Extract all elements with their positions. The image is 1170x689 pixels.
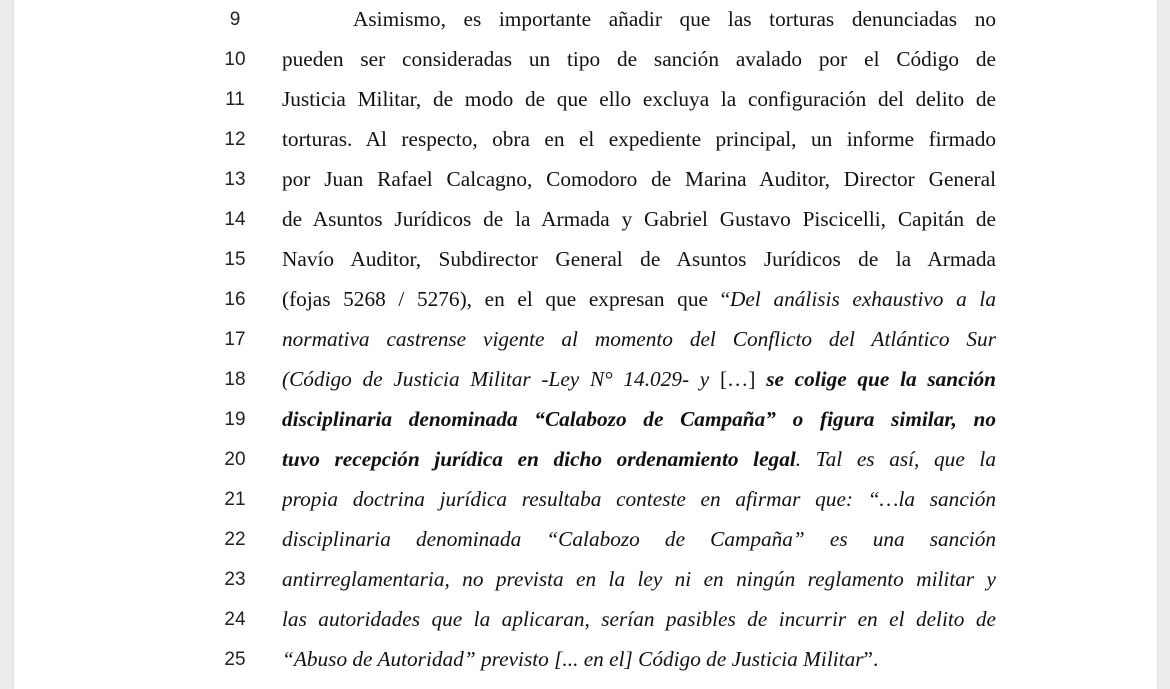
document-line [14,280,1157,320]
line-number: 13 [224,169,246,190]
text-segment: tuvo recepción jurídica en dicho ordenamiento legal [282,447,796,471]
line-text [282,164,996,194]
document-line [14,120,1157,160]
text-segment: “Abuso de Autoridad” previsto [... en el] Código de Justicia Militar [282,647,864,671]
line-number: 12 [224,129,246,150]
line-number: 14 [224,209,246,230]
line-number: 20 [224,449,246,470]
document-line [14,0,1157,40]
document-line [14,200,1157,240]
line-text [282,404,996,434]
line-text [282,484,996,514]
line-text [282,84,996,114]
document-page [14,0,1157,689]
text-segment: disciplinaria denominada “Calabozo de Campaña” o figura similar, no [282,407,996,431]
line-number: 15 [224,249,246,270]
text-segment: Asimismo, es importante añadir que las torturas denunciadas no [353,7,996,31]
document-line [14,160,1157,200]
line-number: 10 [224,49,246,70]
document-line [14,600,1157,640]
line-text [353,4,996,34]
line-text [282,124,996,154]
document-line [14,440,1157,480]
document-line [14,80,1157,120]
text-segment: antirreglamentaria, no prevista en la ley ni en ningún reglamento militar y [282,567,996,591]
line-text [282,364,996,394]
line-text [282,44,996,74]
line-text [282,564,996,594]
line-number: 21 [224,489,246,510]
line-number: 17 [224,329,246,350]
document-line [14,240,1157,280]
line-text [282,204,996,234]
line-number: 18 [224,369,246,390]
text-segment: disciplinaria denominada “Calabozo de Campaña” es una sanción [282,527,996,551]
line-number: 9 [229,9,241,30]
line-number: 24 [224,609,246,630]
text-segment: las autoridades que la aplicaran, serían pasibles de incurrir en el delito de [282,607,996,631]
text-segment: propia doctrina jurídica resultaba conteste en afirmar que: “…la sanción [282,487,996,511]
document-line [14,520,1157,560]
line-text [282,524,996,554]
document-line [14,400,1157,440]
line-number: 23 [224,569,246,590]
text-segment: ”. [863,647,879,671]
line-text [282,444,996,474]
document-line [14,560,1157,600]
text-segment: (Código de Justicia Militar -Ley N° 14.029- y [282,367,720,391]
text-segment: se colige que la sanción [766,367,996,391]
text-segment: normativa castrense vigente al momento del Conflicto del Atlántico Sur [282,327,996,351]
text-segment: . Tal es así, que la [795,447,996,471]
document-line [14,360,1157,400]
text-segment: de Asuntos Jurídicos de la Armada y Gabriel Gustavo Piscicelli, Capitán de [282,207,996,231]
line-text [282,604,996,634]
line-number: 16 [224,289,246,310]
text-segment: […] [719,367,767,391]
document-line [14,640,1157,680]
line-number: 19 [224,409,246,430]
line-number: 11 [225,89,245,110]
line-number: 22 [224,529,246,550]
line-text [282,284,996,314]
document-line [14,320,1157,360]
line-number: 25 [224,649,246,670]
text-segment: por Juan Rafael Calcagno, Comodoro de Marina Auditor, Director General [282,167,996,191]
text-segment: Del análisis exhaustivo a la [730,287,996,311]
document-line [14,40,1157,80]
line-text [282,244,996,274]
text-segment: pueden ser consideradas un tipo de sanción avalado por el Código de [282,47,996,71]
document-line [14,480,1157,520]
text-segment: Justicia Militar, de modo de que ello excluya la configuración del delito de [282,87,996,111]
line-text [282,324,996,354]
text-segment: (fojas 5268 / 5276), en el que expresan que “ [282,287,731,311]
line-text [282,644,996,674]
text-segment: Navío Auditor, Subdirector General de Asuntos Jurídicos de la Armada [282,247,996,271]
text-segment: torturas. Al respecto, obra en el expediente principal, un informe firmado [282,127,996,151]
